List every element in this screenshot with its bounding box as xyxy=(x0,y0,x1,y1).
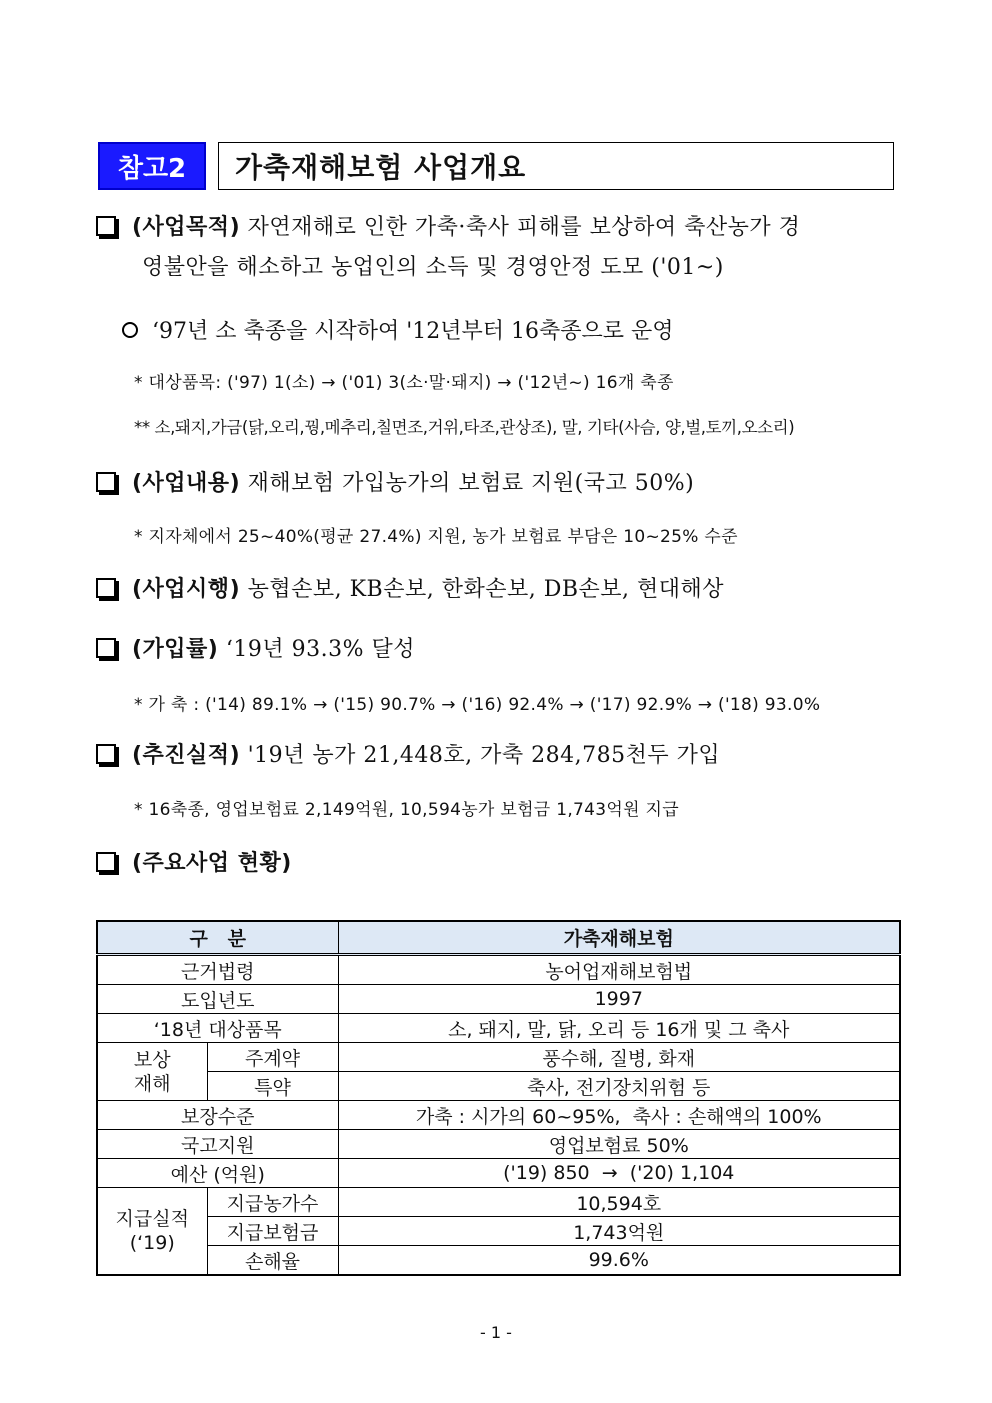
circle-bullet-icon xyxy=(122,322,138,338)
table-row xyxy=(97,1246,900,1276)
row-label: 손해율 xyxy=(207,1246,338,1276)
table-header-cell: 가축재해보험 xyxy=(338,921,900,955)
history-line xyxy=(122,314,674,345)
table-row xyxy=(97,1043,900,1072)
status-table xyxy=(96,920,901,1276)
section-rate xyxy=(96,630,415,670)
table-header-cell: 구 분 xyxy=(97,921,338,955)
table-row xyxy=(97,1159,900,1188)
table-row xyxy=(97,1217,900,1246)
row-value: 축사, 전기장치위험 등 xyxy=(338,1072,900,1101)
row-label: 근거법령 xyxy=(97,955,338,985)
row-label: 도입년도 xyxy=(97,985,338,1014)
row-label: 예산 (억원) xyxy=(97,1159,338,1188)
content-note: * 지자체에서 25~40%(평균 27.4%) 지원, 농가 보험료 부담은 10~25% 수준 xyxy=(134,527,738,547)
section-body: ‘19년 93.3% 달성 xyxy=(225,637,415,662)
row-value: 풍수해, 질병, 화재 xyxy=(338,1043,900,1072)
table-row xyxy=(97,1101,900,1130)
section-operator xyxy=(96,570,724,610)
table-row xyxy=(97,1188,900,1217)
section-heading: (주요사업 현황) xyxy=(132,851,292,876)
section-status xyxy=(96,844,292,884)
row-label: 보장수준 xyxy=(97,1101,338,1130)
row-label: 지급농가수 xyxy=(207,1188,338,1217)
table-row xyxy=(97,985,900,1014)
table-row xyxy=(97,1014,900,1043)
row-value: 10,594호 xyxy=(338,1188,900,1217)
history-note-1: * 대상품목: ('97) 1(소) → ('01) 3(소·말·돼지) → ('12년~) 16개 축종 xyxy=(134,373,674,393)
section-body: 농협손보, KB손보, 한화손보, DB손보, 현대해상 xyxy=(247,577,725,602)
history-note-2: ** 소,돼지,가금(닭,오리,꿩,메추리,칠면조,거위,타조,관상조), 말, 기타(사슴, 양,벌,토끼,오소리) xyxy=(134,418,795,437)
group-label: 지급실적 (‘19) xyxy=(97,1188,207,1276)
row-value: 농어업재해보험법 xyxy=(338,955,900,985)
performance-note: * 16축종, 영업보험료 2,149억원, 10,594농가 보험금 1,743억원 지급 xyxy=(134,800,679,820)
section-performance xyxy=(96,736,720,776)
reference-tag: 참고2 xyxy=(98,142,206,190)
row-label: 국고지원 xyxy=(97,1130,338,1159)
checkbox-bullet-icon xyxy=(96,216,116,236)
section-body-cont: 영불안을 해소하고 농업인의 소득 및 경영안정 도모 ('01~) xyxy=(142,255,724,280)
section-purpose xyxy=(96,208,800,288)
table-row xyxy=(97,1130,900,1159)
section-heading: (사업내용) xyxy=(132,471,241,496)
row-value: 소, 돼지, 말, 닭, 오리 등 16개 및 그 축사 xyxy=(338,1014,900,1043)
section-heading: (추진실적) xyxy=(132,743,241,768)
row-value: 1,743억원 xyxy=(338,1217,900,1246)
section-body: 자연재해로 인한 가축·축사 피해를 보상하여 축산농가 경 xyxy=(247,215,801,240)
section-body: 재해보험 가입농가의 보험료 지원(국고 50%) xyxy=(247,471,695,496)
section-body: '19년 농가 21,448호, 가축 284,785천두 가입 xyxy=(247,743,721,768)
row-label: 지급보험금 xyxy=(207,1217,338,1246)
checkbox-bullet-icon xyxy=(96,744,116,764)
row-value: 가축 : 시가의 60~95%, 축사 : 손해액의 100% xyxy=(338,1101,900,1130)
page-number: - 1 - xyxy=(480,1323,512,1342)
group-label: 보상 재해 xyxy=(97,1043,207,1101)
document-title: 가축재해보험 사업개요 xyxy=(218,142,894,190)
page-header xyxy=(98,142,894,190)
section-heading: (사업시행) xyxy=(132,577,241,602)
checkbox-bullet-icon xyxy=(96,472,116,492)
row-value: 1997 xyxy=(338,985,900,1014)
row-value: ('19) 850 → ('20) 1,104 xyxy=(338,1159,900,1188)
row-value: 99.6% xyxy=(338,1246,900,1276)
row-label: 특약 xyxy=(207,1072,338,1101)
row-value: 영업보험료 50% xyxy=(338,1130,900,1159)
checkbox-bullet-icon xyxy=(96,852,116,872)
checkbox-bullet-icon xyxy=(96,578,116,598)
table-header-row xyxy=(97,921,900,955)
rate-note: * 가 축 : ('14) 89.1% → ('15) 90.7% → ('16) 92.4% → ('17) 92.9% → ('18) 93.0% xyxy=(134,695,821,715)
section-heading: (가입률) xyxy=(132,637,219,662)
history-text: ‘97년 소 축종을 시작하여 '12년부터 16축종으로 운영 xyxy=(152,319,674,344)
checkbox-bullet-icon xyxy=(96,638,116,658)
table-row xyxy=(97,1072,900,1101)
row-label: ‘18년 대상품목 xyxy=(97,1014,338,1043)
table-row xyxy=(97,955,900,985)
row-label: 주계약 xyxy=(207,1043,338,1072)
section-content xyxy=(96,464,694,504)
section-heading: (사업목적) xyxy=(132,215,241,240)
